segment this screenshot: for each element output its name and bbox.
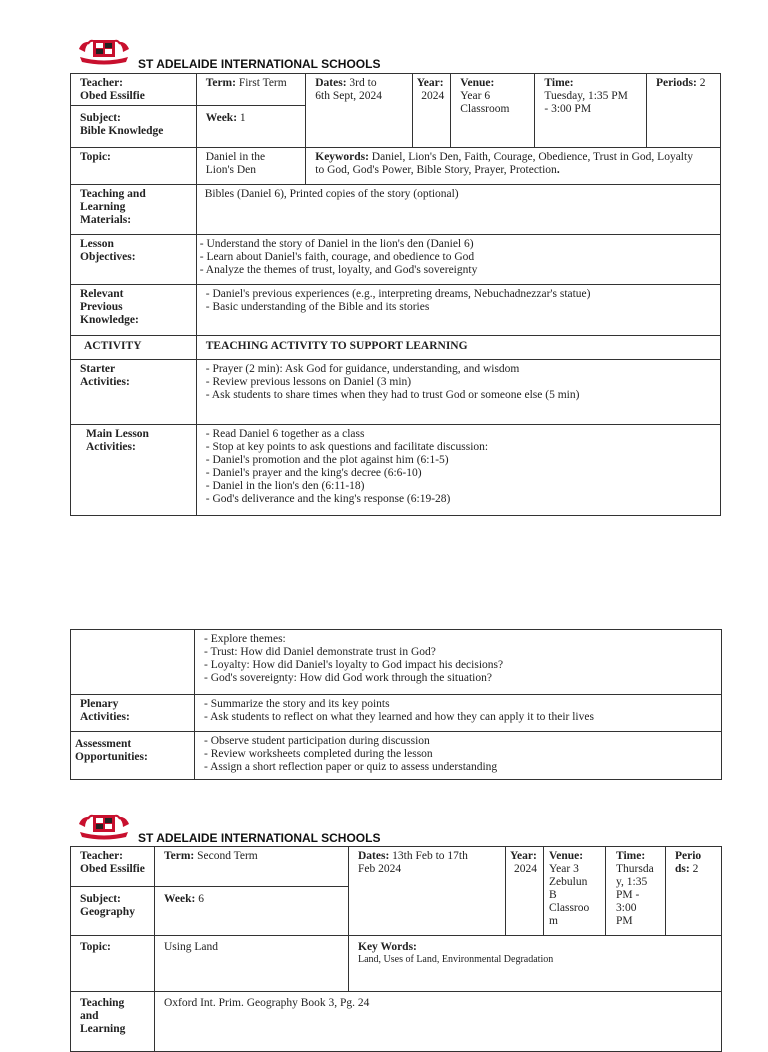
teaching-activity-header: TEACHING ACTIVITY TO SUPPORT LEARNING [196,336,720,360]
week-cell: Week: 6 [155,887,349,936]
time-cell: Time: Tuesday, 1:35 PM - 3:00 PM [535,74,647,148]
teacher-cell: Teacher: Obed Essilfie [71,74,197,106]
themes-label [71,630,195,695]
dates-cell: Dates: 3rd to 6th Sept, 2024 [306,74,412,148]
starter-label: Starter Activities: [71,360,197,425]
time-cell: Time: Thursda y, 1:35 PM - 3:00 PM [606,847,666,936]
main-lesson-label: Main Lesson Activities: [71,425,197,516]
periods-cell: Periods: 2 [646,74,720,148]
lesson-plan-table-1-continued [70,629,722,780]
subject-cell: Subject: Geography [71,887,155,936]
plenary-label: Plenary Activities: [71,695,195,732]
subject-cell: Subject: Bible Knowledge [71,106,197,148]
activity-header: ACTIVITY [71,336,197,360]
assessment-value: - Observe student participation during discussion - Review worksheets completed during the lesson - Assign a short reflection paper or quiz to assess understanding [195,732,722,780]
previous-knowledge-label: Relevant Previous Knowledge: [71,285,197,336]
materials-label: Teaching and Learning [71,992,155,1052]
topic-label: Topic: [71,148,197,185]
topic-value: Daniel in the Lion's Den [196,148,306,185]
objectives-label: Lesson Objectives: [71,235,197,285]
school-crest-logo [76,812,132,840]
materials-value: Oxford Int. Prim. Geography Book 3, Pg. 24 [155,992,722,1052]
main-lesson-value: - Read Daniel 6 together as a class - Stop at key points to ask questions and facilitate discussion: - Daniel's promotion and the plot against him (6:1-5) - Daniel's prayer and the king's decree (6:6-10) - Daniel in the lion's den (6:11-18) - God's deliverance and the king's response (6:19-28) [196,425,720,516]
year-cell: Year: 2024 [412,74,451,148]
lesson-plan-table-2 [70,846,722,1052]
venue-cell: Venue: Year 3 Zebulun B Classroo m [544,847,606,936]
dates-cell: Dates: 13th Feb to 17th Feb 2024 [349,847,506,936]
school-name: ST ADELAIDE INTERNATIONAL SCHOOLS [138,831,381,845]
topic-value: Using Land [155,936,349,992]
themes-value: - Explore themes: - Trust: How did Daniel demonstrate trust in God? - Loyalty: How did Daniel's loyalty to God impact his decisions? - God's sovereignty: How did God work through the situation? [195,630,722,695]
periods-cell: Perio ds: 2 [666,847,722,936]
previous-knowledge-value: - Daniel's previous experiences (e.g., interpreting dreams, Nebuchadnezzar's statue) - Basic understanding of the Bible and its stories [196,285,720,336]
assessment-label: Assessment Opportunities: [71,732,195,780]
week-cell: Week: 1 [196,106,306,148]
plenary-value: - Summarize the story and its key points - Ask students to reflect on what they learned and how they can apply it to their lives [195,695,722,732]
term-cell: Term: Second Term [155,847,349,887]
starter-value: - Prayer (2 min): Ask God for guidance, understanding, and wisdom - Review previous lessons on Daniel (3 min) - Ask students to share times when they had to trust God or someone else (5 min) [196,360,720,425]
objectives-value: - Understand the story of Daniel in the lion's den (Daniel 6) - Learn about Daniel's faith, courage, and obedience to God - Analyze the themes of trust, loyalty, and God's sovereignty [196,235,720,285]
school-crest-logo [76,37,132,65]
materials-value: Bibles (Daniel 6), Printed copies of the story (optional) [196,185,720,235]
venue-cell: Venue: Year 6 Classroom [451,74,535,148]
year-cell: Year: 2024 [506,847,544,936]
school-name: ST ADELAIDE INTERNATIONAL SCHOOLS [138,57,381,71]
teacher-cell: Teacher: Obed Essilfie [71,847,155,887]
lesson-plan-table-1 [70,73,721,516]
term-cell: Term: First Term [196,74,306,106]
keywords-cell: Keywords: Daniel, Lion's Den, Faith, Courage, Obedience, Trust in God, Loyalty to God, God's Power, Bible Story, Prayer, Protection. [306,148,721,185]
keywords-cell: Key Words: Land, Uses of Land, Environmental Degradation [349,936,722,992]
topic-label: Topic: [71,936,155,992]
materials-label: Teaching and Learning Materials: [71,185,197,235]
